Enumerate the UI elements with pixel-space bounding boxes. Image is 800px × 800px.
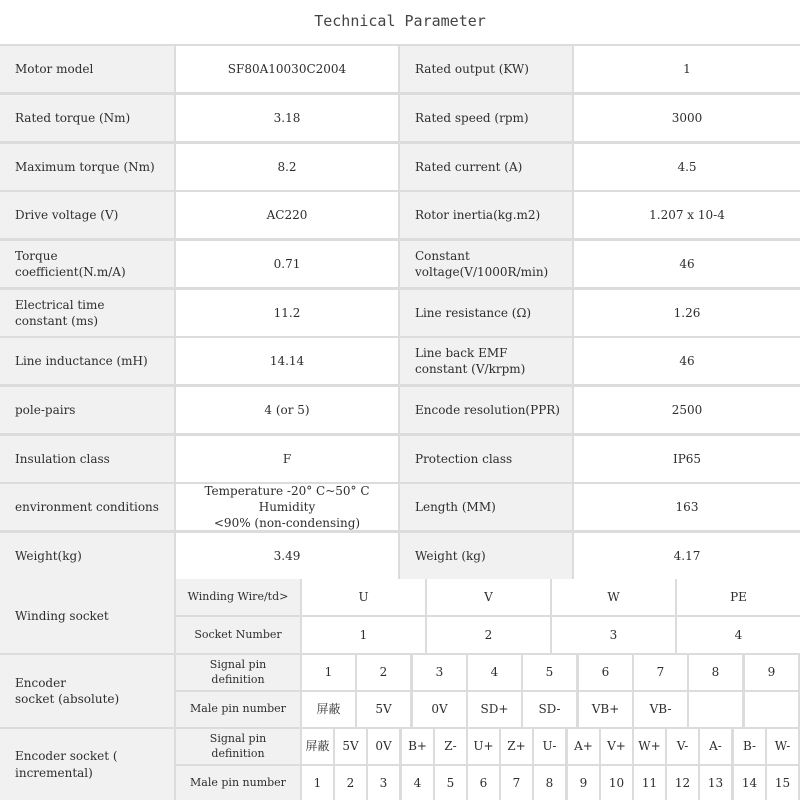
param-value-text: 46: [679, 353, 695, 368]
inc-signal-pin-value: [402, 729, 433, 764]
inc-signal-pin-value: [601, 729, 632, 764]
param-label: [400, 290, 572, 336]
inc-male-pin-value: [767, 766, 798, 800]
param-value-text: 1.26: [673, 305, 701, 320]
param-value-text: 14.14: [269, 353, 305, 368]
inc-signal-pin-value-text: U+: [473, 739, 494, 754]
param-value: [176, 484, 398, 530]
param-value: [574, 484, 800, 530]
param-label-text: Electrical time constant (ms): [15, 297, 105, 328]
inc-male-pin-value: [501, 766, 532, 800]
param-label-text: Constant voltage(V/1000R/min): [415, 248, 549, 279]
inc-signal-pin-value-text: W-: [774, 739, 791, 754]
param-label: [400, 533, 572, 579]
inc-male-pin-value-text: 8: [545, 775, 554, 790]
encoder-absolute-label-text: Encoder socket (absolute): [15, 675, 120, 706]
abs-male-pin-value: [634, 692, 687, 727]
abs-signal-pin-value-text: 4: [490, 665, 499, 680]
inc-male-pin-value-text: 11: [641, 775, 658, 790]
abs-signal-pin-value-text: 8: [711, 665, 720, 680]
inc-signal-pin-value-text: U-: [542, 739, 557, 754]
param-value: [574, 46, 800, 92]
socket-number-value: [552, 617, 675, 653]
abs-male-pin-value: [468, 692, 521, 727]
inc-male-pin-value: [468, 766, 499, 800]
inc-signal-pin-value: [501, 729, 532, 764]
param-value-text: 163: [675, 499, 699, 514]
inc-signal-pin-value: [468, 729, 499, 764]
inc-signal-pin-value-text: W+: [638, 739, 661, 754]
param-label: [0, 387, 174, 433]
inc-signal-pin-value-text: Z+: [507, 739, 526, 754]
abs-signal-pin-value: [523, 655, 576, 690]
param-value: [574, 241, 800, 287]
param-label: [400, 436, 572, 482]
socket-number-value-text: 4: [734, 627, 743, 642]
inc-male-pin-label: [176, 766, 300, 800]
param-label: [0, 241, 174, 287]
abs-signal-pin-value: [634, 655, 687, 690]
param-value-text: IP65: [672, 451, 702, 466]
winding-wire-label: [176, 579, 300, 615]
param-value: [176, 95, 398, 141]
param-value: [176, 387, 398, 433]
inc-male-pin-value-text: 4: [413, 775, 422, 790]
abs-signal-pin-value-text: 2: [379, 665, 388, 680]
inc-signal-pin-value: [435, 729, 466, 764]
param-label-text: Rated speed (rpm): [415, 110, 529, 125]
inc-signal-pin-value: [767, 729, 798, 764]
inc-male-pin-value: [700, 766, 731, 800]
param-value: [574, 387, 800, 433]
param-label-text: Line resistance (Ω): [415, 305, 532, 320]
encoder-incremental-label-text: Encoder socket ( incremental): [15, 749, 118, 780]
inc-male-pin-value-text: 14: [741, 775, 758, 790]
param-label-text: Protection class: [415, 451, 513, 466]
page-title: Technical Parameter: [0, 0, 800, 42]
abs-signal-pin-value: [579, 655, 632, 690]
param-label-text: pole-pairs: [15, 402, 76, 417]
inc-male-pin-value-text: 1: [313, 775, 322, 790]
abs-male-pin-value-text: SD-: [538, 702, 561, 717]
abs-male-pin-value: [523, 692, 576, 727]
abs-male-pin-value-text: 5V: [375, 702, 392, 717]
inc-male-pin-value-text: 7: [512, 775, 521, 790]
inc-male-pin-value: [568, 766, 599, 800]
param-label-text: Rated torque (Nm): [15, 110, 131, 125]
param-label: [400, 484, 572, 530]
winding-wire-value: [552, 579, 675, 615]
inc-male-pin-value-text: 2: [346, 775, 355, 790]
inc-male-pin-value-text: 5: [446, 775, 455, 790]
param-value-text: 1: [683, 61, 691, 76]
inc-male-pin-value-text: 15: [774, 775, 791, 790]
param-value-text: 1.207 x 10-4: [649, 207, 725, 222]
abs-signal-pin-value: [357, 655, 410, 690]
inc-signal-pin-value: [335, 729, 366, 764]
param-label-text: Line back EMF constant (V/krpm): [415, 345, 526, 376]
param-label-text: Drive voltage (V): [15, 207, 119, 222]
abs-male-pin-value: [745, 692, 798, 727]
inc-signal-pin-value: [368, 729, 399, 764]
encoder-incremental-label: [0, 729, 174, 800]
winding-wire-label-text: Winding Wire/td>: [187, 589, 289, 603]
inc-signal-pin-value: [700, 729, 731, 764]
param-label: [400, 95, 572, 141]
param-label-text: Insulation class: [15, 451, 110, 466]
param-value-text: 46: [679, 256, 695, 271]
inc-male-pin-value-text: 12: [674, 775, 691, 790]
param-label: [0, 338, 174, 384]
inc-signal-pin-value-text: V-: [676, 739, 689, 754]
param-label: [0, 95, 174, 141]
inc-signal-pin-value: [302, 729, 333, 764]
param-value-text: 11.2: [273, 305, 301, 320]
param-value: [176, 338, 398, 384]
abs-male-pin-value: [579, 692, 632, 727]
inc-signal-pin-value: [667, 729, 698, 764]
winding-wire-value: [427, 579, 550, 615]
param-value-text: 8.2: [277, 159, 297, 174]
param-value: [574, 436, 800, 482]
abs-male-pin-value: [302, 692, 355, 727]
abs-male-pin-value-text: 0V: [431, 702, 448, 717]
socket-number-value-text: 2: [484, 627, 493, 642]
param-label: [400, 144, 572, 190]
param-value: [176, 241, 398, 287]
abs-male-pin-label-text: Male pin number: [190, 702, 286, 716]
param-label-text: Maximum torque (Nm): [15, 159, 155, 174]
param-value-text: 3000: [671, 110, 703, 125]
param-label: [400, 338, 572, 384]
param-value-text: Temperature -20° C~50° C Humidity <90% (non-condensing): [204, 483, 370, 531]
socket-number-value-text: 3: [609, 627, 618, 642]
abs-signal-pin-value-text: 1: [324, 665, 333, 680]
param-label: [0, 46, 174, 92]
param-label-text: Weight (kg): [415, 548, 486, 563]
param-label: [0, 484, 174, 530]
inc-male-pin-value-text: 9: [579, 775, 588, 790]
param-value-text: AC220: [266, 207, 308, 222]
encoder-absolute-label: [0, 655, 174, 727]
winding-wire-value-text: PE: [730, 589, 747, 604]
inc-male-pin-value: [402, 766, 433, 800]
abs-male-pin-value: [413, 692, 466, 727]
inc-signal-pin-value: [568, 729, 599, 764]
param-value: [574, 95, 800, 141]
abs-male-pin-value-text: 屏蔽: [316, 702, 341, 717]
abs-signal-pin-value: [302, 655, 355, 690]
param-value-text: 4.5: [677, 159, 697, 174]
inc-signal-pin-value-text: Z-: [444, 739, 457, 754]
param-label: [0, 436, 174, 482]
abs-male-pin-value-text: VB-: [649, 702, 672, 717]
inc-male-pin-value: [601, 766, 632, 800]
inc-signal-pin-value: [534, 729, 565, 764]
winding-wire-value-text: U: [358, 589, 369, 604]
param-label: [0, 192, 174, 238]
param-value: [176, 192, 398, 238]
abs-signal-pin-value: [468, 655, 521, 690]
inc-male-pin-value: [634, 766, 665, 800]
socket-number-label: [176, 617, 300, 653]
param-value-text: 3.18: [273, 110, 301, 125]
param-label-text: Length (MM): [415, 499, 496, 514]
abs-signal-pin-value: [689, 655, 742, 690]
param-value: [574, 290, 800, 336]
param-value: [176, 46, 398, 92]
abs-male-pin-value: [357, 692, 410, 727]
inc-signal-pin-value: [734, 729, 765, 764]
abs-signal-pin-value: [413, 655, 466, 690]
abs-signal-pin-value-text: 6: [601, 665, 610, 680]
param-value-text: 2500: [671, 402, 703, 417]
abs-signal-pin-label-text: Signal pin definition: [209, 657, 267, 686]
winding-wire-value: [302, 579, 425, 615]
param-value-text: F: [282, 451, 292, 466]
inc-signal-pin-value-text: B-: [742, 739, 757, 754]
inc-signal-pin-value-text: 5V: [342, 739, 359, 754]
param-label: [0, 144, 174, 190]
param-label: [0, 290, 174, 336]
winding-wire-value-text: W: [607, 589, 620, 604]
inc-male-pin-value-text: 13: [707, 775, 724, 790]
inc-signal-pin-value-text: A+: [574, 739, 593, 754]
param-value: [176, 290, 398, 336]
abs-male-pin-value-text: VB+: [591, 702, 620, 717]
winding-wire-value-text: V: [484, 589, 493, 604]
param-value: [574, 192, 800, 238]
abs-signal-pin-value-text: 7: [656, 665, 665, 680]
param-label-text: Weight(kg): [15, 548, 82, 563]
winding-wire-value: [677, 579, 800, 615]
abs-male-pin-value: [689, 692, 742, 727]
inc-male-pin-value: [534, 766, 565, 800]
inc-signal-pin-value-text: A-: [709, 739, 722, 754]
inc-signal-pin-value-text: 0V: [375, 739, 392, 754]
inc-male-pin-value: [302, 766, 333, 800]
param-value-text: SF80A10030C2004: [227, 61, 347, 76]
inc-signal-pin-value-text: B+: [408, 739, 427, 754]
inc-male-pin-value: [368, 766, 399, 800]
param-label-text: Rotor inertia(kg.m2): [415, 207, 541, 222]
abs-signal-pin-label: [176, 655, 300, 690]
inc-signal-pin-value: [634, 729, 665, 764]
param-label-text: Motor model: [15, 61, 94, 76]
abs-signal-pin-value-text: 5: [545, 665, 554, 680]
inc-male-pin-value: [335, 766, 366, 800]
inc-male-pin-label-text: Male pin number: [190, 775, 286, 789]
param-value: [574, 533, 800, 579]
inc-male-pin-value-text: 6: [479, 775, 488, 790]
param-label-text: Torque coefficient(N.m/A): [15, 248, 126, 279]
param-value-text: 4 (or 5): [264, 402, 310, 417]
param-label-text: Encode resolution(PPR): [415, 402, 560, 417]
inc-male-pin-value: [435, 766, 466, 800]
winding-socket-label: [0, 579, 174, 653]
param-label: [400, 387, 572, 433]
inc-male-pin-value-text: 3: [379, 775, 388, 790]
param-label-text: environment conditions: [15, 499, 159, 514]
param-label: [400, 192, 572, 238]
socket-number-value: [427, 617, 550, 653]
socket-number-value: [677, 617, 800, 653]
param-value-text: 4.17: [673, 548, 701, 563]
abs-male-pin-value-text: SD+: [480, 702, 509, 717]
param-value: [574, 144, 800, 190]
socket-number-value: [302, 617, 425, 653]
param-label-text: Rated current (A): [415, 159, 523, 174]
abs-male-pin-label: [176, 692, 300, 727]
socket-number-label-text: Socket Number: [194, 627, 282, 641]
inc-signal-pin-label: [176, 729, 300, 764]
param-value-text: 0.71: [273, 256, 301, 271]
inc-male-pin-value: [667, 766, 698, 800]
inc-signal-pin-value-text: 屏蔽: [305, 739, 330, 754]
param-value: [574, 338, 800, 384]
winding-socket-label-text: Winding socket: [15, 608, 109, 623]
param-label: [400, 46, 572, 92]
abs-signal-pin-value-text: 3: [435, 665, 444, 680]
inc-male-pin-value-text: 10: [608, 775, 625, 790]
param-label: [400, 241, 572, 287]
abs-signal-pin-value: [745, 655, 798, 690]
inc-signal-pin-label-text: Signal pin definition: [209, 731, 267, 760]
param-label-text: Line inductance (mH): [15, 353, 148, 368]
param-label: [0, 533, 174, 579]
inc-male-pin-value: [734, 766, 765, 800]
param-label-text: Rated output (KW): [415, 61, 529, 76]
socket-number-value-text: 1: [359, 627, 368, 642]
param-value-text: 3.49: [273, 548, 301, 563]
inc-signal-pin-value-text: V+: [607, 739, 626, 754]
abs-signal-pin-value-text: 9: [767, 665, 776, 680]
param-value: [176, 144, 398, 190]
technical-parameter-table: [0, 44, 800, 800]
param-value: [176, 533, 398, 579]
param-value: [176, 436, 398, 482]
